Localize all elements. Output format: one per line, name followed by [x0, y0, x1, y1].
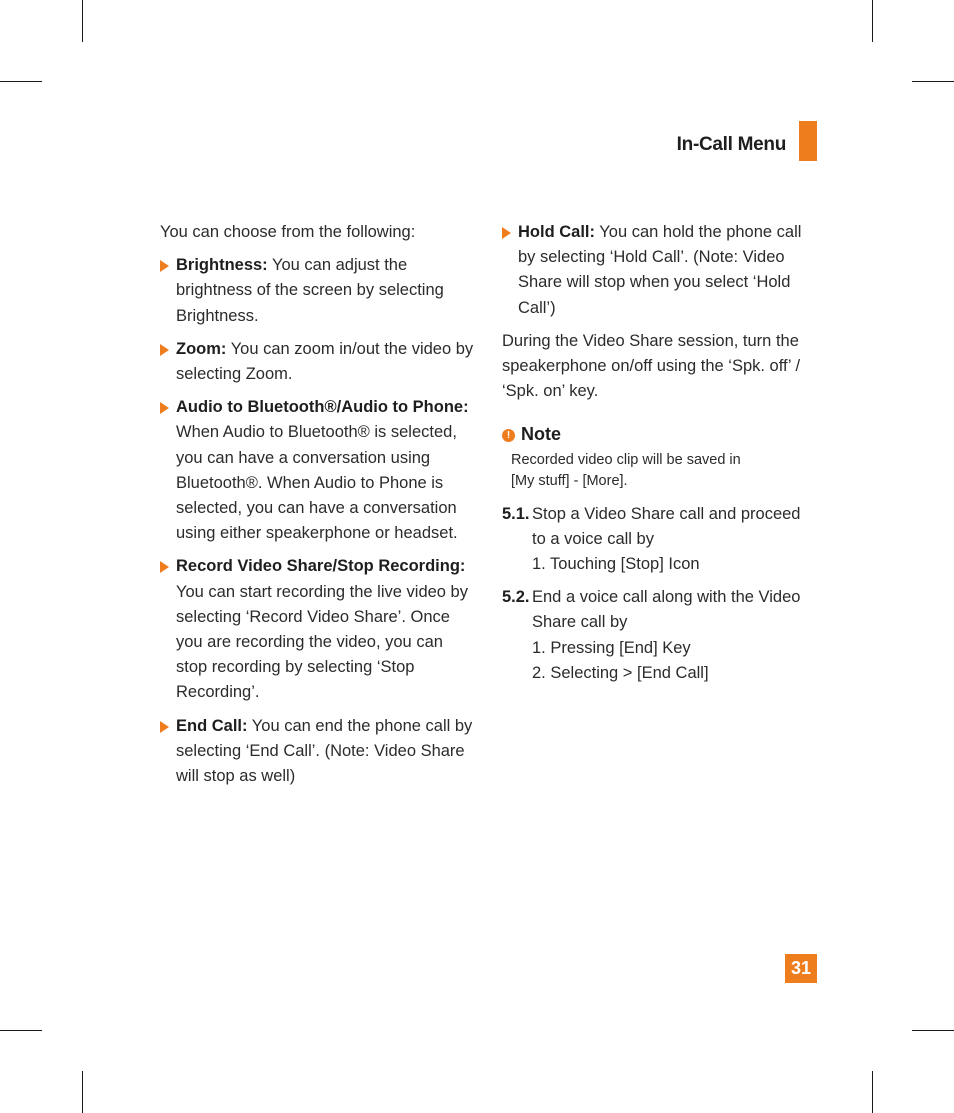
bullet-arrow-icon: [160, 721, 169, 733]
crop-mark: [912, 1030, 954, 1031]
step-sub-item: 1. Touching [Stop] Icon: [532, 555, 700, 574]
right-column: [502, 220, 817, 694]
bullet-arrow-icon: [160, 260, 169, 272]
note-body: [502, 450, 817, 492]
step-sub-item: 1. Pressing [End] Key: [532, 638, 691, 657]
list-item-zoom: [160, 337, 476, 387]
crop-mark: [0, 81, 42, 82]
item-term: Zoom:: [176, 339, 227, 358]
step-5-1: [502, 502, 817, 578]
intro-text: You can choose from the following:: [160, 223, 416, 241]
list-item-hold-call: [502, 220, 817, 321]
item-term: Record Video Share/Stop Recording:: [176, 557, 466, 576]
crop-mark: [0, 1030, 42, 1031]
crop-mark: [82, 0, 83, 42]
page-title: In-Call Menu: [676, 134, 786, 155]
bullet-arrow-icon: [160, 402, 169, 414]
left-column: [160, 220, 476, 797]
note-line: [My stuff] - [More].: [511, 472, 628, 489]
header-tab-accent: [799, 121, 817, 161]
warning-icon: !: [502, 429, 515, 442]
step-text: Stop a Video Share call and proceed to a voice call by: [532, 504, 801, 548]
item-text: You can adjust the brightness of the screen by selecting Brightness.: [176, 256, 444, 325]
step-number: 5.2.: [502, 588, 530, 607]
note-heading: [502, 422, 817, 447]
item-term: Brightness:: [176, 256, 268, 275]
step-5-2: [502, 585, 817, 686]
item-text: You can end the phone call by selecting ‘End Call’. (Note: Video Share will stop as well): [176, 716, 473, 786]
note-line: Recorded video clip will be saved in: [511, 451, 741, 468]
page-number: 31: [785, 954, 817, 983]
list-item-audio: [160, 395, 476, 546]
item-term: End Call:: [176, 716, 248, 735]
list-item-end-call: [160, 714, 476, 790]
bullet-arrow-icon: [160, 344, 169, 356]
step-text: End a voice call along with the Video Share call by: [532, 588, 801, 632]
crop-mark: [82, 1071, 83, 1113]
list-item-record: [160, 554, 476, 705]
bullet-arrow-icon: [160, 561, 169, 573]
crop-mark: [872, 1071, 873, 1113]
list-item-brightness: [160, 253, 476, 329]
step-number: 5.1.: [502, 504, 530, 523]
session-paragraph: During the Video Share session, turn the speakerphone on/off using the ‘Spk. off’ / ‘Spk. on’ key.: [502, 331, 801, 401]
crop-mark: [872, 0, 873, 42]
note-title: Note: [521, 424, 561, 445]
item-text: When Audio to Bluetooth® is selected, you can have a conversation using Bluetooth®. When Audio to Phone is selected, you can have a conversation using either speakerphone or headset.: [176, 423, 458, 543]
item-text: You can zoom in/out the video by selecting Zoom.: [176, 339, 474, 384]
item-term: Audio to Bluetooth®/Audio to Phone:: [176, 398, 469, 417]
bullet-arrow-icon: [502, 227, 511, 239]
item-term: Hold Call:: [518, 223, 595, 241]
item-text: You can start recording the live video by selecting ‘Record Video Share’. Once you are recording the video, you can stop recording by selecting ‘Stop Recording’.: [176, 582, 468, 702]
step-sub-item: 2. Selecting > [End Call]: [532, 663, 709, 682]
item-text: You can hold the phone call by selecting ‘Hold Call’. (Note: Video Share will stop when you select ‘Hold Call’): [518, 223, 802, 317]
crop-mark: [912, 81, 954, 82]
